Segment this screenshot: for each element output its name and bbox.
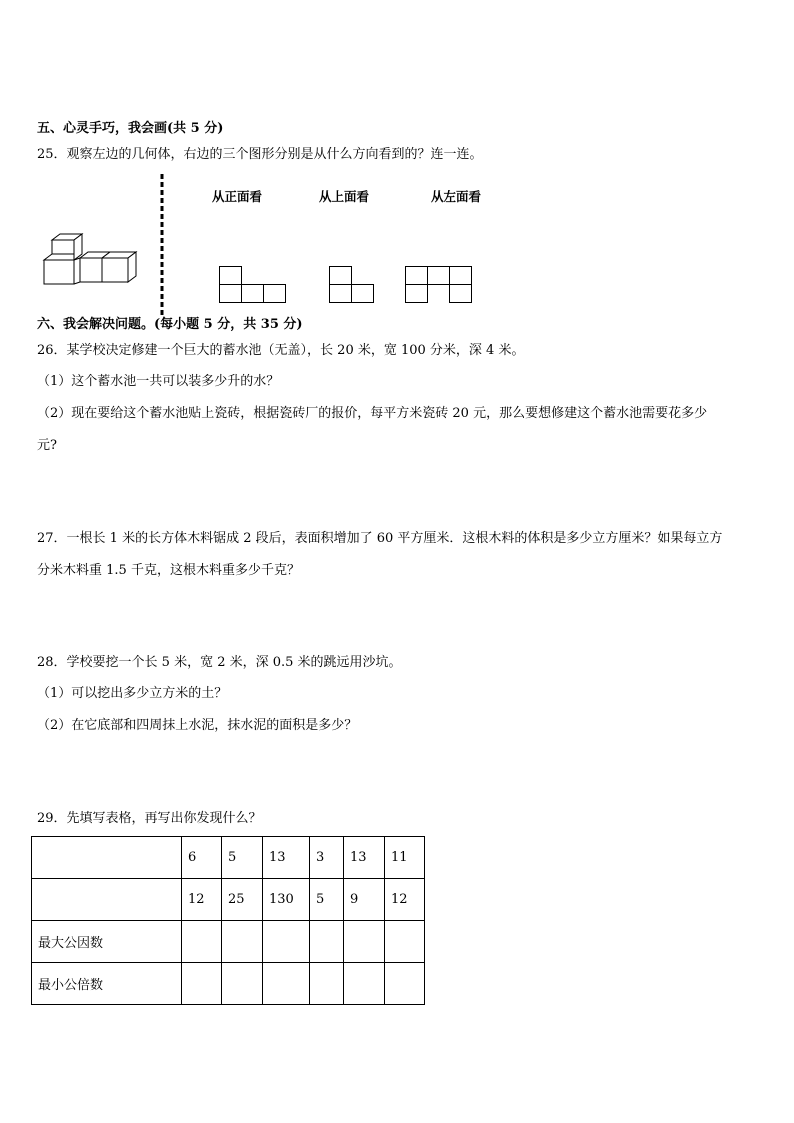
- answer-cell[interactable]: [182, 963, 222, 1005]
- q26-part1: （1）这个蓄水池一共可以装多少升的水？: [37, 374, 280, 389]
- table-row: [32, 879, 425, 921]
- table-cell: 12: [182, 879, 222, 921]
- section6-heading: 六、我会解决问题。(每小题 5 分，共 35 分): [37, 317, 303, 332]
- answer-cell[interactable]: [222, 963, 263, 1005]
- table-row: [32, 921, 425, 963]
- row-label: [32, 879, 182, 921]
- table-cell: 5: [222, 837, 263, 879]
- q29-table: [31, 836, 425, 1005]
- answer-cell[interactable]: [263, 921, 310, 963]
- q29-stem: 29．先填写表格，再写出你发现什么？: [37, 811, 262, 826]
- table-cell: 12: [385, 879, 425, 921]
- view-shape-1: [219, 266, 289, 306]
- answer-cell[interactable]: [182, 921, 222, 963]
- table-cell: 3: [310, 837, 344, 879]
- view-shape-2: [329, 266, 379, 306]
- view-label-top: 从上面看: [319, 189, 370, 204]
- row-label: [32, 837, 182, 879]
- answer-cell[interactable]: [385, 963, 425, 1005]
- q27-line2: 分米木料重 1.5 千克，这根木料重多少千克？: [37, 563, 300, 578]
- table-row: [32, 963, 425, 1005]
- table-cell: 130: [263, 879, 310, 921]
- answer-cell[interactable]: [344, 921, 385, 963]
- q28-stem: 28．学校要挖一个长 5 米，宽 2 米，深 0.5 米的跳远用沙坑。: [37, 655, 402, 670]
- table-cell: 9: [344, 879, 385, 921]
- q26-stem: 26．某学校决定修建一个巨大的蓄水池（无盖），长 20 米，宽 100 分米，深 4 米。: [37, 343, 525, 358]
- table-cell: 25: [222, 879, 263, 921]
- row-label-gcd: 最大公因数: [32, 921, 182, 963]
- table-cell: 13: [344, 837, 385, 879]
- table-cell: 5: [310, 879, 344, 921]
- section5-heading: 五、心灵手巧，我会画(共 5 分): [37, 121, 224, 136]
- q28-part2: （2）在它底部和四周抹上水泥，抹水泥的面积是多少？: [37, 718, 358, 733]
- answer-cell[interactable]: [310, 921, 344, 963]
- table-cell: 13: [263, 837, 310, 879]
- answer-cell[interactable]: [263, 963, 310, 1005]
- dashed-divider: [159, 174, 165, 316]
- view-shape-3: [405, 266, 477, 306]
- table-cell: 11: [385, 837, 425, 879]
- view-label-front: 从正面看: [212, 189, 263, 204]
- q27-line1: 27．一根长 1 米的长方体木料锯成 2 段后，表面积增加了 60 平方厘米．这根木料的体积是多少立方厘米？如果每立方: [37, 531, 723, 546]
- answer-cell[interactable]: [310, 963, 344, 1005]
- view-label-left: 从左面看: [431, 189, 482, 204]
- table-row: [32, 837, 425, 879]
- q26-part2-line1: （2）现在要给这个蓄水池贴上瓷砖，根据瓷砖厂的报价，每平方米瓷砖 20 元，那么要想修建这个蓄水池需要花多少: [37, 406, 708, 421]
- q26-part2-line2: 元?: [37, 438, 57, 453]
- table-cell: 6: [182, 837, 222, 879]
- row-label-lcm: 最小公倍数: [32, 963, 182, 1005]
- q25-stem: 25．观察左边的几何体，右边的三个图形分别是从什么方向看到的？连一连。: [37, 147, 483, 162]
- answer-cell[interactable]: [222, 921, 263, 963]
- cube-solid-figure: [40, 232, 140, 292]
- answer-cell[interactable]: [344, 963, 385, 1005]
- answer-cell[interactable]: [385, 921, 425, 963]
- q28-part1: （1）可以挖出多少立方米的土？: [37, 686, 228, 701]
